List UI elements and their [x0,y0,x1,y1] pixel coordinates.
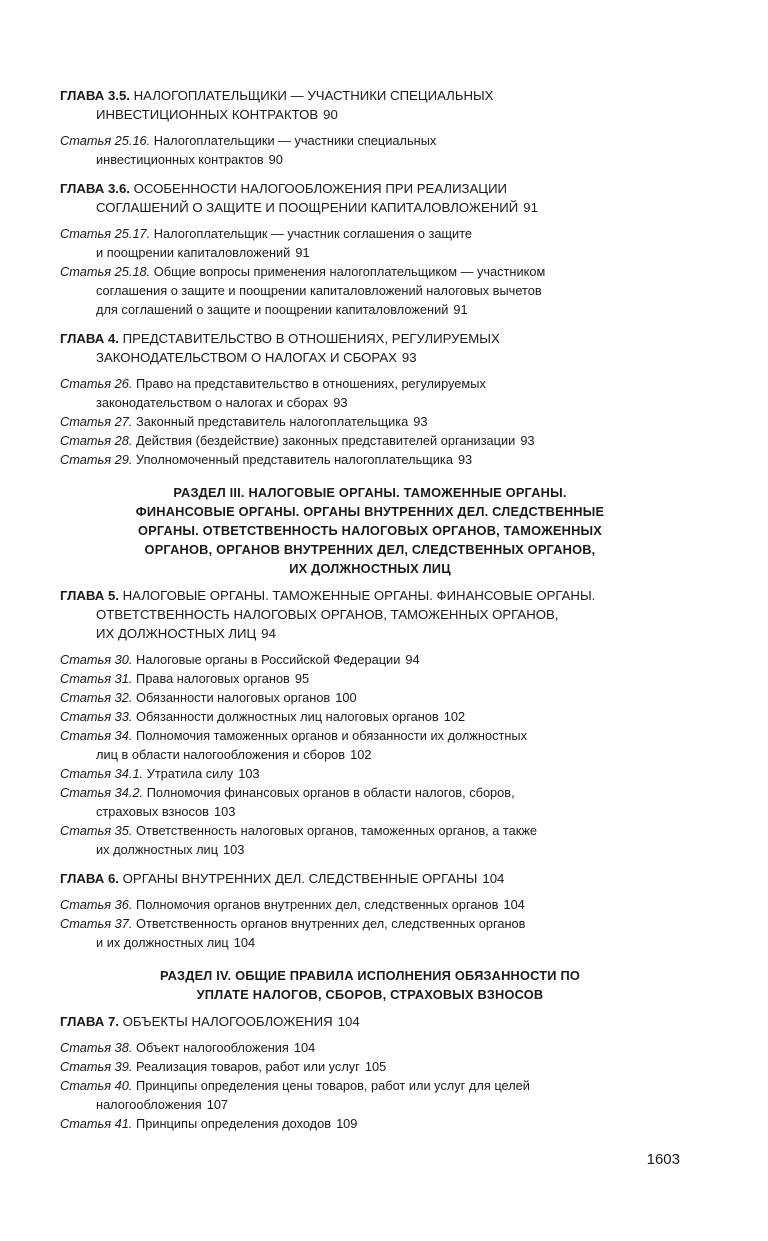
article-label: Статья 38. [60,1040,133,1055]
entry-text [60,414,408,429]
article-entry[interactable] [60,450,680,469]
entry-title-text: Реализация товаров, работ или услуг [136,1059,360,1074]
article-line [60,281,680,300]
article-label: Статья 34. [60,728,133,743]
chapter-line [60,605,680,624]
page-ref: 93 [401,350,417,365]
entry-text [96,842,218,857]
entry-text [60,652,400,667]
article-entry[interactable] [60,914,680,952]
article-entry[interactable] [60,1038,680,1057]
page-ref: 103 [238,766,260,781]
article-line [60,933,680,952]
article-label: Статья 33. [60,709,133,724]
entry-text [96,283,542,298]
article-line [60,650,680,669]
entry-title-text: НАЛОГОПЛАТЕЛЬЩИКИ — УЧАСТНИКИ СПЕЦИАЛЬНЫХ [133,88,494,103]
entry-title-text: Законный представитель налогоплательщика [136,414,409,429]
article-line [60,1076,680,1095]
entry-title-text: ПРЕДСТАВИТЕЛЬСТВО В ОТНОШЕНИЯХ, РЕГУЛИРУЕМЫХ [122,331,500,346]
page-ref: 109 [336,1116,358,1131]
entry-text [60,181,507,196]
entry-title-text: ИХ ДОЛЖНОСТНЫХ ЛИЦ [96,626,257,641]
page-ref: 104 [293,1040,316,1055]
article-label: Статья 27. [60,414,133,429]
article-label: Статья 37. [60,916,133,931]
entry-text [96,1097,202,1112]
entry-title-text: Право на представительство в отношениях, регулируемых [136,376,486,391]
page-ref: 90 [323,107,338,122]
entry-spacer [60,169,680,179]
article-line [60,131,680,150]
section-heading-line: РАЗДЕЛ IV. ОБЩИЕ ПРАВИЛА ИСПОЛНЕНИЯ ОБЯЗАННОСТИ ПО [159,968,581,983]
entry-text [60,1078,530,1093]
entry-text [96,302,448,317]
article-line [60,374,680,393]
entry-text [96,607,558,622]
article-line [60,412,680,431]
chapter-label: ГЛАВА 6. [60,871,119,886]
article-label: Статья 32. [60,690,133,705]
entry-title-text: Налогоплательщики — участники специальных [153,133,437,148]
page-ref: 94 [261,626,276,641]
chapter-entry[interactable] [60,1012,680,1031]
section-heading [60,483,680,578]
entry-text [60,1059,360,1074]
section-heading-line: ИХ ДОЛЖНОСТНЫХ ЛИЦ [289,561,451,576]
entry-text [60,376,486,391]
entry-text [96,107,318,122]
page-ref: 93 [520,433,535,448]
entry-text [96,395,328,410]
entry-title-text: ОБЪЕКТЫ НАЛОГООБЛОЖЕНИЯ [122,1014,333,1029]
article-line [60,783,680,802]
article-label: Статья 31. [60,671,133,686]
chapter-label: ГЛАВА 3.5. [60,88,130,103]
entry-title-text: и их должностных лиц [96,935,229,950]
article-label: Статья 34.2. [60,785,144,800]
article-line [60,450,680,469]
entry-title-text: Принципы определения цены товаров, работ или услуг для целей [136,1078,530,1093]
table-of-contents [60,86,680,1133]
chapter-entry[interactable] [60,586,680,643]
entry-title-text: Обязанности должностных лиц налоговых органов [136,709,439,724]
article-entry[interactable] [60,707,680,726]
article-line [60,1057,680,1076]
article-line [60,1114,680,1133]
article-entry[interactable] [60,688,680,707]
article-entry[interactable] [60,821,680,859]
page-ref: 91 [453,302,468,317]
article-line [60,764,680,783]
entry-text [60,264,545,279]
page-ref: 102 [350,747,372,762]
section-heading-line: РАЗДЕЛ III. НАЛОГОВЫЕ ОРГАНЫ. ТАМОЖЕННЫЕ ОРГАНЫ. [173,485,567,500]
entry-text [60,671,290,686]
entry-text [60,728,527,743]
article-entry[interactable] [60,1057,680,1076]
chapter-entry[interactable] [60,869,680,888]
entry-title-text: СОГЛАШЕНИЙ О ЗАЩИТЕ И ПООЩРЕНИИ КАПИТАЛОВЛОЖЕНИЙ [96,200,519,215]
entry-title-text: НАЛОГОВЫЕ ОРГАНЫ. ТАМОЖЕННЫЕ ОРГАНЫ. ФИНАНСОВЫЕ ОРГАНЫ. [122,588,596,603]
entry-text [60,331,500,346]
entry-title-text: Ответственность органов внутренних дел, следственных органов [136,916,526,931]
article-label: Статья 36. [60,897,133,912]
article-line [60,669,680,688]
entry-title-text: Полномочия органов внутренних дел, следственных органов [136,897,499,912]
chapter-line [60,624,680,643]
article-line [60,300,680,319]
article-entry[interactable] [60,1076,680,1114]
chapter-entry[interactable] [60,329,680,367]
entry-text [60,133,436,148]
entry-text [60,766,233,781]
entry-title-text: ИНВЕСТИЦИОННЫХ КОНТРАКТОВ [96,107,319,122]
page-ref: 100 [335,690,357,705]
entry-title-text: страховых взносов [96,804,209,819]
entry-title-text: для соглашений о защите и поощрении капиталовложений [96,302,449,317]
entry-title-text: Принципы определения доходов [136,1116,332,1131]
section-heading-line: ОРГАНОВ, ОРГАНОВ ВНУТРЕННИХ ДЕЛ, СЛЕДСТВЕННЫХ ОРГАНОВ, [144,542,596,557]
article-line [60,688,680,707]
entry-title-text: ОСОБЕННОСТИ НАЛОГООБЛОЖЕНИЯ ПРИ РЕАЛИЗАЦИИ [133,181,508,196]
article-line [60,393,680,412]
page-ref: 91 [295,245,310,260]
page-number: 1603 [646,1151,680,1168]
page-ref: 95 [294,671,310,686]
page-ref: 93 [333,395,348,410]
article-entry[interactable] [60,224,680,262]
page-ref: 93 [457,452,473,467]
article-line [60,914,680,933]
entry-title-text: ЗАКОНОДАТЕЛЬСТВОМ О НАЛОГАХ И СБОРАХ [96,350,397,365]
entry-text [60,1014,333,1029]
entry-title-text: Налоговые органы в Российской Федерации [136,652,401,667]
entry-text [60,588,595,603]
page-ref: 105 [364,1059,387,1074]
article-line [60,1095,680,1114]
entry-text [60,433,515,448]
section-heading-line: ФИНАНСОВЫЕ ОРГАНЫ. ОРГАНЫ ВНУТРЕННИХ ДЕЛ. СЛЕДСТВЕННЫЕ [135,504,605,519]
chapter-line [60,105,680,124]
article-entry[interactable] [60,726,680,764]
article-label: Статья 39. [60,1059,133,1074]
article-label: Статья 35. [60,823,133,838]
chapter-label: ГЛАВА 4. [60,331,119,346]
entry-title-text: и поощрении капиталовложений [96,245,291,260]
article-line [60,840,680,859]
article-line [60,707,680,726]
article-line [60,726,680,745]
page-ref: 104 [233,935,256,950]
page-ref: 102 [443,709,466,724]
entry-text [96,747,345,762]
entry-text [96,245,290,260]
chapter-line [60,198,680,217]
page-ref: 103 [223,842,245,857]
entry-text [60,1116,331,1131]
article-line [60,243,680,262]
article-entry[interactable] [60,1114,680,1133]
chapter-entry[interactable] [60,179,680,217]
article-line [60,431,680,450]
article-line [60,745,680,764]
entry-text [60,1040,289,1055]
entry-title-text: их должностных лиц [96,842,219,857]
chapter-line [60,348,680,367]
section-heading-line: ОРГАНЫ. ОТВЕТСТВЕННОСТЬ НАЛОГОВЫХ ОРГАНОВ, ТАМОЖЕННЫХ [137,523,602,538]
article-entry[interactable] [60,783,680,821]
chapter-line [60,329,680,348]
entry-title-text: Объект налогообложения [136,1040,289,1055]
chapter-entry[interactable] [60,86,680,124]
chapter-label: ГЛАВА 5. [60,588,119,603]
page-ref: 104 [503,897,525,912]
article-label: Статья 25.18. [60,264,151,279]
article-entry[interactable] [60,374,680,412]
entry-title-text: инвестиционных контрактов [96,152,264,167]
article-entry[interactable] [60,262,680,319]
article-line [60,821,680,840]
article-label: Статья 29. [60,452,133,467]
entry-title-text: Ответственность налоговых органов, таможенных органов, а также [136,823,538,838]
chapter-line [60,179,680,198]
article-entry[interactable] [60,650,680,669]
article-label: Статья 40. [60,1078,133,1093]
section-heading [60,966,680,1004]
section-heading-line: УПЛАТЕ НАЛОГОВ, СБОРОВ, СТРАХОВЫХ ВЗНОСОВ [196,987,544,1002]
entry-text [96,935,229,950]
entry-spacer [60,859,680,869]
article-entry[interactable] [60,669,680,688]
entry-title-text: Полномочия таможенных органов и обязанности их должностных [136,728,528,743]
page-ref: 93 [413,414,428,429]
entry-title-text: законодательством о налогах и сборах [96,395,329,410]
chapter-line [60,586,680,605]
entry-title-text: Права налоговых органов [136,671,290,686]
article-entry[interactable] [60,895,680,914]
entry-title-text: Обязанности налоговых органов [136,690,331,705]
entry-title-text: Действия (бездействие) законных представителей организации [136,433,516,448]
entry-title-text: Налогоплательщик — участник соглашения о защите [153,226,473,241]
entry-text [60,452,453,467]
entry-text [60,785,515,800]
page-ref: 91 [523,200,538,215]
article-line [60,895,680,914]
article-label: Статья 30. [60,652,133,667]
chapter-label: ГЛАВА 3.6. [60,181,130,196]
entry-text [96,626,256,641]
entry-title-text: Утратила силу [146,766,234,781]
entry-text [60,709,439,724]
entry-spacer [60,319,680,329]
article-label: Статья 41. [60,1116,133,1131]
entry-text [96,350,397,365]
article-label: Статья 28. [60,433,133,448]
article-line [60,1038,680,1057]
entry-title-text: Полномочия финансовых органов в области налогов, сборов, [146,785,515,800]
entry-text [60,690,330,705]
chapter-line [60,86,680,105]
chapter-line [60,869,680,888]
article-entry[interactable] [60,764,680,783]
entry-title-text: Общие вопросы применения налогоплательщиком — участником [153,264,546,279]
entry-text [60,823,537,838]
entry-text [60,916,525,931]
article-label: Статья 25.17. [60,226,151,241]
entry-text [60,88,493,103]
entry-title-text: ОТВЕТСТВЕННОСТЬ НАЛОГОВЫХ ОРГАНОВ, ТАМОЖЕННЫХ ОРГАНОВ, [96,607,559,622]
article-line [60,262,680,281]
entry-title-text: налогообложения [96,1097,202,1112]
page-ref: 90 [268,152,283,167]
article-label: Статья 34.1. [60,766,144,781]
article-line [60,150,680,169]
article-entry[interactable] [60,131,680,169]
entry-title-text: лиц в области налогообложения и сборов [96,747,346,762]
entry-text [60,897,498,912]
article-label: Статья 26. [60,376,133,391]
entry-title-text: соглашения о защите и поощрении капиталовложений налоговых вычетов [96,283,542,298]
entry-title-text: Уполномоченный представитель налогоплательщика [136,452,453,467]
page-ref: 107 [206,1097,229,1112]
article-entry[interactable] [60,412,680,431]
article-entry[interactable] [60,431,680,450]
chapter-label: ГЛАВА 7. [60,1014,119,1029]
page-ref: 94 [405,652,420,667]
entry-title-text: ОРГАНЫ ВНУТРЕННИХ ДЕЛ. СЛЕДСТВЕННЫЕ ОРГАНЫ [122,871,478,886]
article-line [60,802,680,821]
chapter-line [60,1012,680,1031]
page-ref: 104 [482,871,505,886]
article-line [60,224,680,243]
entry-text [60,871,477,886]
entry-text [96,152,264,167]
page-ref: 103 [213,804,236,819]
article-label: Статья 25.16. [60,133,151,148]
entry-text [60,226,472,241]
entry-text [96,804,209,819]
page-ref: 104 [337,1014,360,1029]
entry-text [96,200,518,215]
